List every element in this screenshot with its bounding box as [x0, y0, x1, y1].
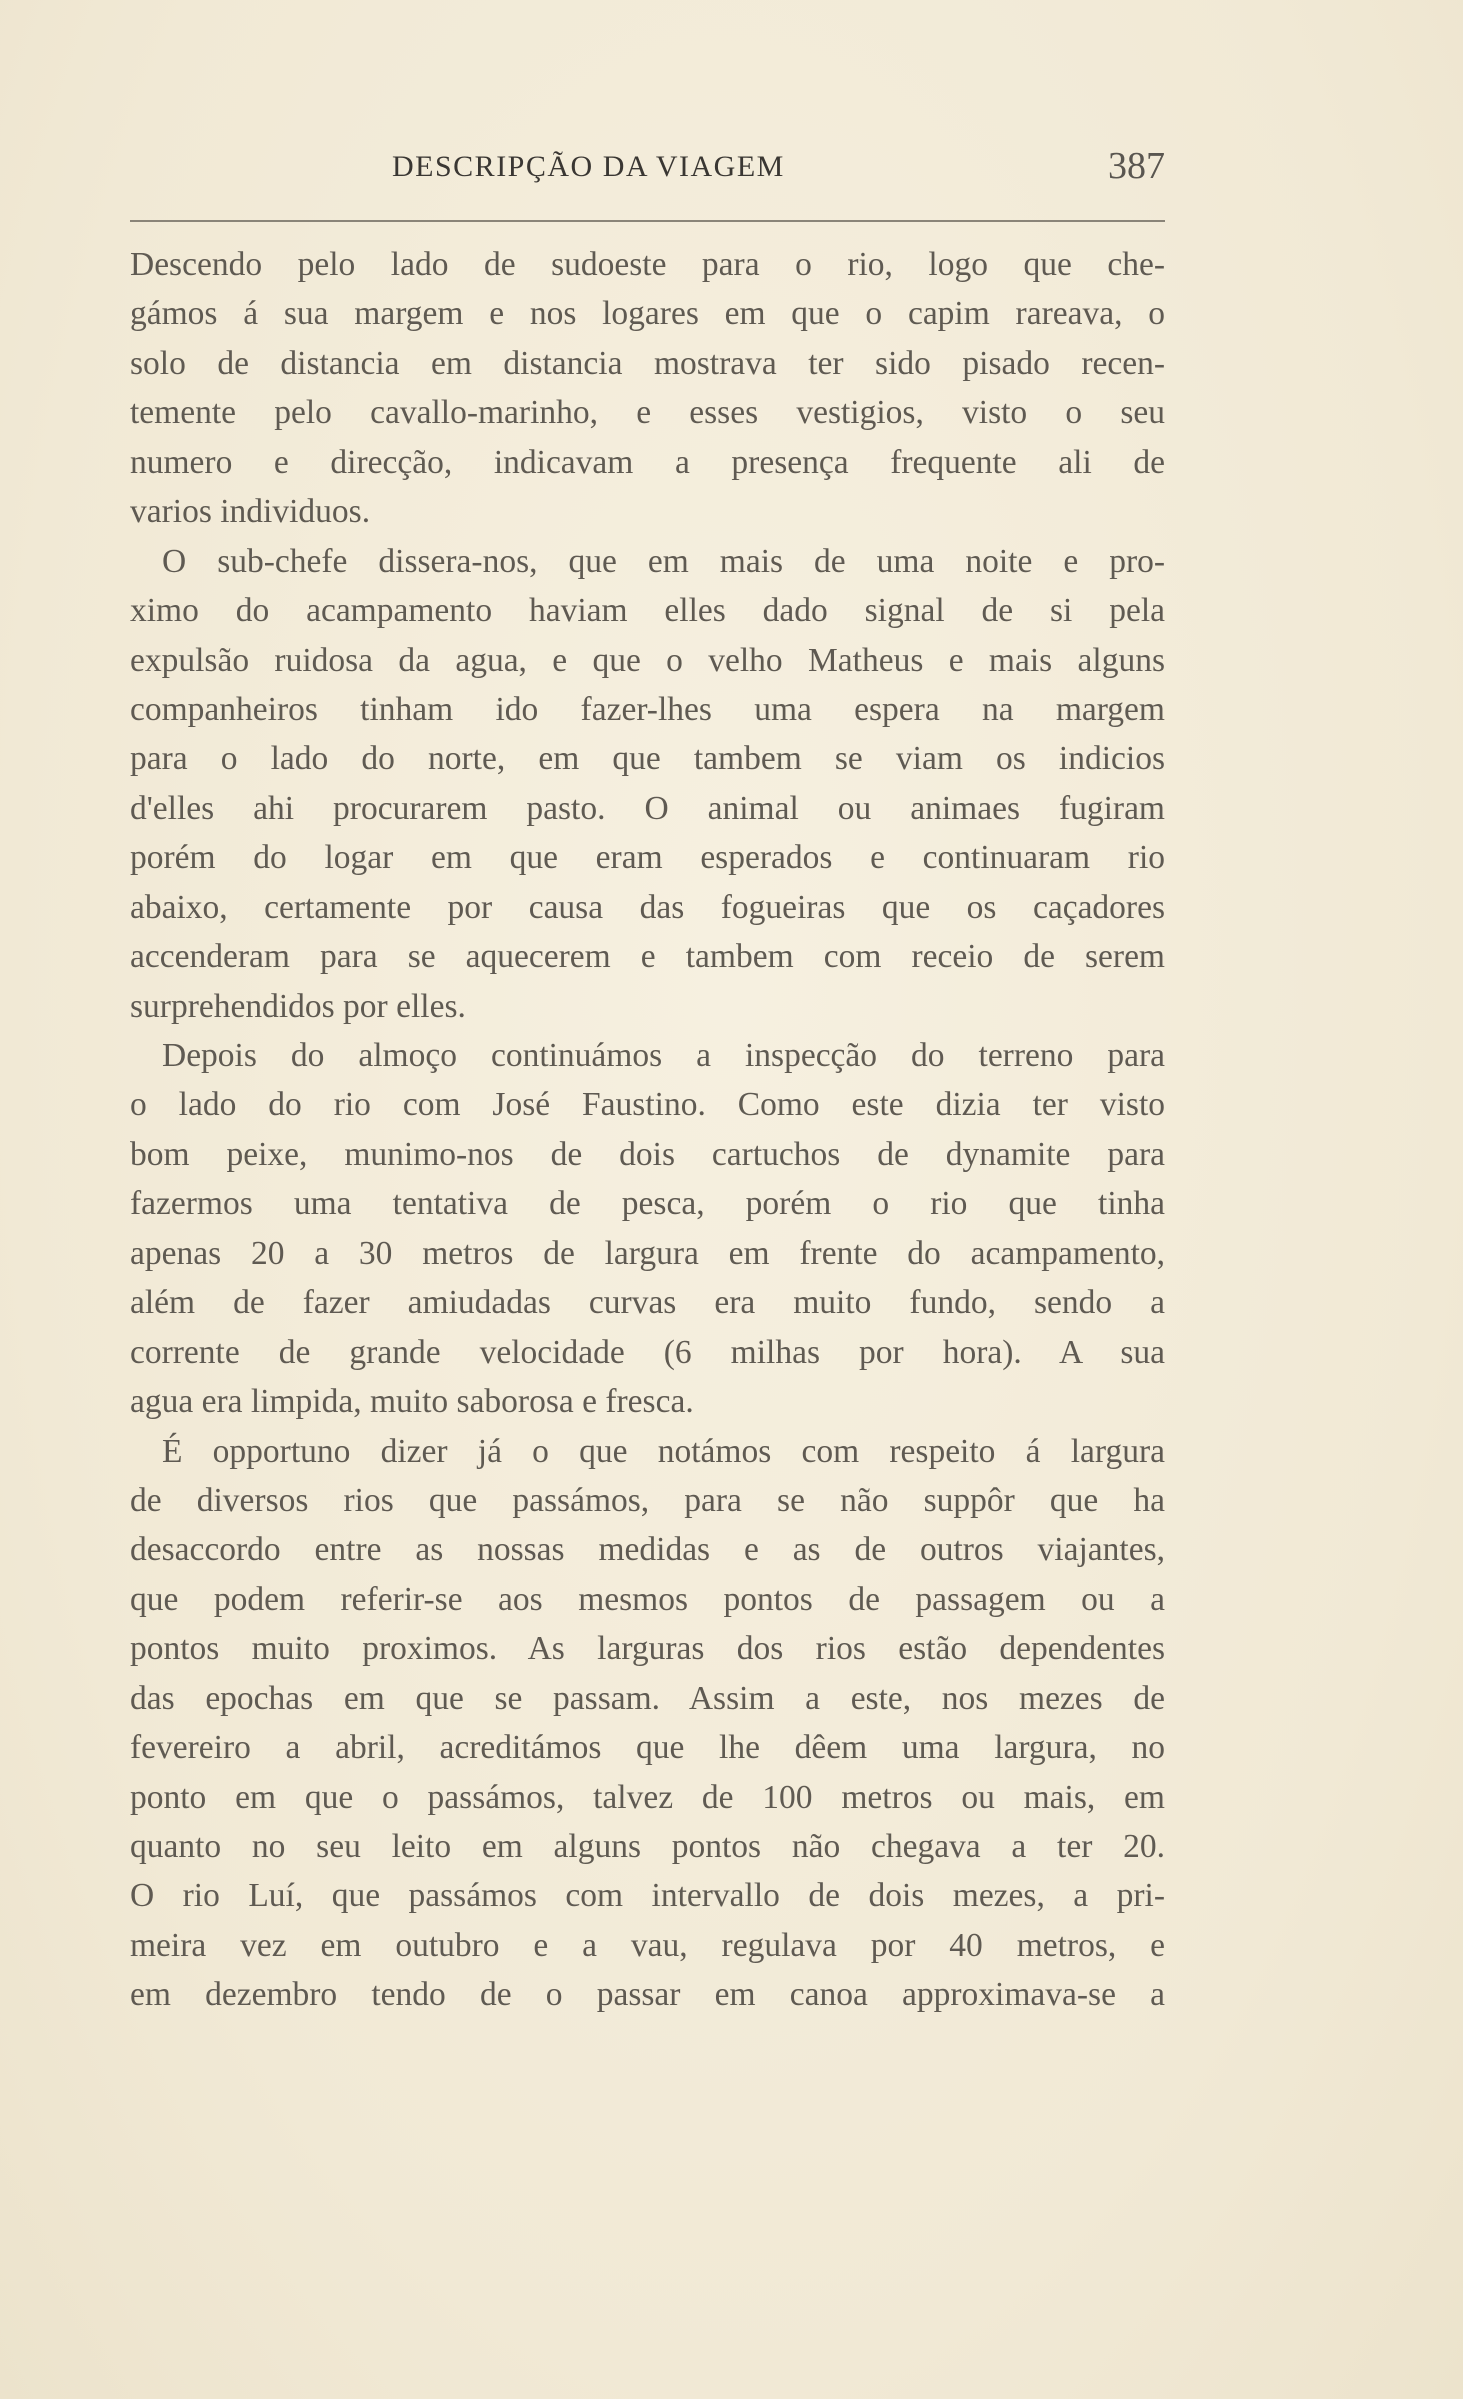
text-line: solo de distancia em distancia mostrava ter sido pisado recen-: [130, 344, 1165, 382]
text-line: corrente de grande velocidade (6 milhas por hora). A sua: [130, 1333, 1165, 1371]
text-line: gámos á sua margem e nos logares em que o capim rareava, o: [130, 295, 1165, 333]
text-line: porém do logar em que eram esperados e continuaram rio: [130, 839, 1165, 877]
text-line: bom peixe, munimo-nos de dois cartuchos de dynamite para: [130, 1135, 1165, 1173]
body-text: [130, 240, 1165, 2020]
text-line: É opportuno dizer já o que notámos com respeito á largura: [162, 1432, 1165, 1470]
text-line: em dezembro tendo de o passar em canoa approximava-se a: [130, 1976, 1165, 2014]
text-line: Descendo pelo lado de sudoeste para o rio, logo que che-: [130, 246, 1165, 283]
paragraph: [130, 240, 1165, 537]
text-line: O rio Luí, que passámos com intervallo de dois mezes, a pri-: [130, 1877, 1165, 1915]
text-line: surprehendidos por elles.: [130, 987, 466, 1025]
text-line: desaccordo entre as nossas medidas e as de outros viajantes,: [130, 1531, 1165, 1569]
text-line: d'elles ahi procurarem pasto. O animal ou animaes fugiram: [130, 789, 1165, 827]
text-line: ponto em que o passámos, talvez de 100 metros ou mais, em: [130, 1778, 1165, 1816]
text-line: pontos muito proximos. As larguras dos rios estão dependentes: [130, 1630, 1165, 1668]
text-line: O sub-chefe dissera-nos, que em mais de uma noite e pro-: [162, 542, 1165, 580]
text-line: abaixo, certamente por causa das fogueiras que os caçadores: [130, 888, 1165, 926]
text-line: apenas 20 a 30 metros de largura em frente do acampamento,: [130, 1234, 1165, 1272]
text-line: expulsão ruidosa da agua, e que o velho Matheus e mais alguns: [130, 641, 1165, 679]
text-line: que podem referir-se aos mesmos pontos de passagem ou a: [130, 1580, 1165, 1618]
text-line: varios individuos.: [130, 493, 371, 531]
text-line: meira vez em outubro e a vau, regulava por 40 metros, e: [130, 1926, 1165, 1964]
text-line: fazermos uma tentativa de pesca, porém o rio que tinha: [130, 1185, 1165, 1223]
text-line: de diversos rios que passámos, para se não suppôr que ha: [130, 1481, 1165, 1519]
text-line: das epochas em que se passam. Assim a este, nos mezes de: [130, 1679, 1165, 1717]
text-line: temente pelo cavallo-marinho, e esses vestigios, visto o seu: [130, 394, 1165, 432]
text-line: para o lado do norte, em que tambem se viam os indicios: [130, 740, 1165, 778]
page-number: 387: [1108, 145, 1165, 187]
text-line: companheiros tinham ido fazer-lhes uma espera na margem: [130, 690, 1165, 728]
text-line: numero e direcção, indicavam a presença frequente ali de: [130, 443, 1165, 481]
running-head: DESCRIPÇÃO DA VIAGEM: [392, 150, 785, 183]
text-line: o lado do rio com José Faustino. Como este dizia ter visto: [130, 1086, 1165, 1124]
paragraph: [130, 1031, 1165, 1427]
text-line: accenderam para se aquecerem e tambem com receio de serem: [130, 938, 1165, 976]
text-line: além de fazer amiudadas curvas era muito fundo, sendo a: [130, 1284, 1165, 1322]
text-line: quanto no seu leito em alguns pontos não chegava a ter 20.: [130, 1828, 1165, 1865]
page-header: [130, 145, 1165, 202]
text-line: fevereiro a abril, acreditámos que lhe dêem uma largura, no: [130, 1729, 1165, 1767]
paragraph: [130, 1427, 1165, 2020]
text-line: agua era limpida, muito saborosa e fresca.: [130, 1383, 694, 1421]
text-line: Depois do almoço continuámos a inspecção do terreno para: [162, 1037, 1165, 1074]
header-rule: [130, 220, 1165, 222]
text-line: ximo do acampamento haviam elles dado signal de si pela: [130, 592, 1165, 630]
paragraph: [130, 537, 1165, 1031]
